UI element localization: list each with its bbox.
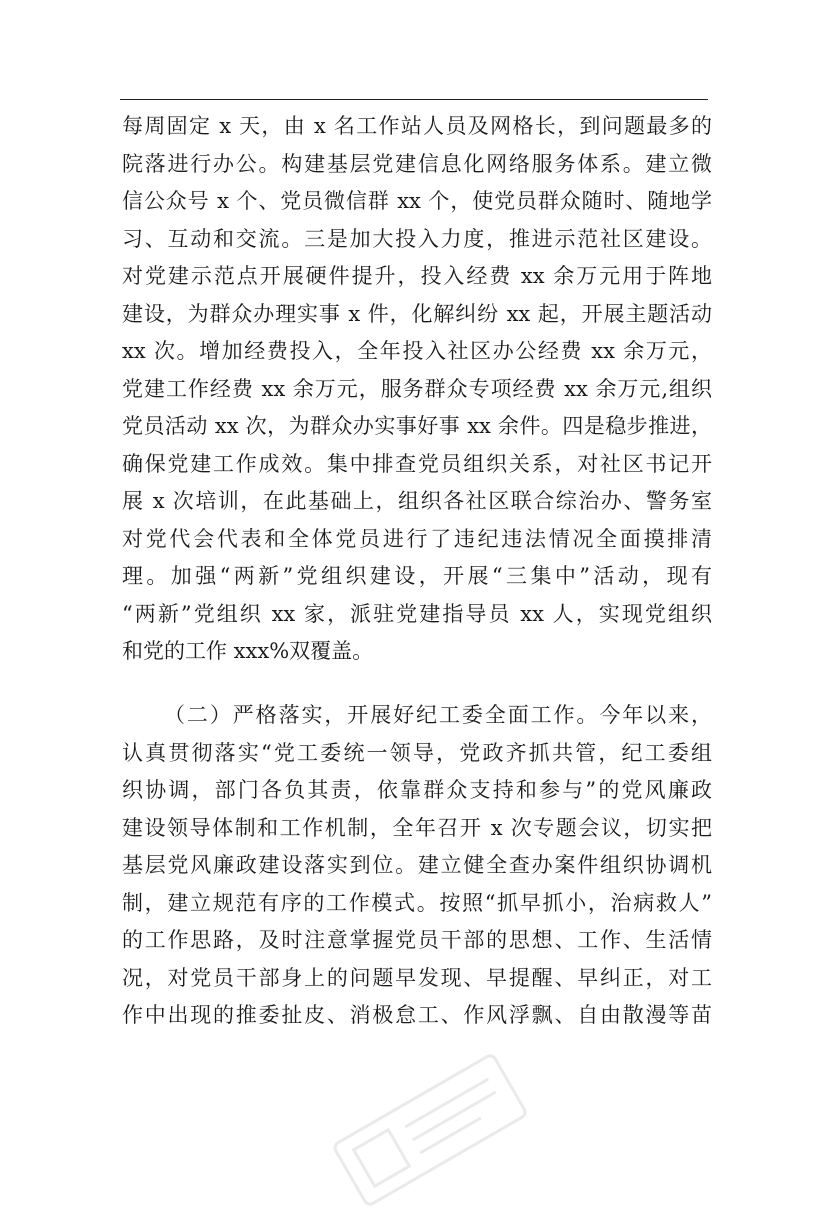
header-rule bbox=[120, 99, 708, 100]
paragraph-2-line: 认真贯彻落实“党工委统一领导，党政齐抓共管，纪工委组 bbox=[122, 740, 712, 765]
paragraph-2-line: 织协调，部门各负其责，依靠群众支持和参与”的党风廉政 bbox=[122, 778, 712, 802]
paragraph-1-line: “两新”党组织 xx 家，派驻党建指导员 xx 人，实现党组织 bbox=[122, 601, 712, 626]
paragraph-2-line: 建设领导体制和工作机制，全年召开 x 次专题会议，切实把 bbox=[122, 815, 712, 840]
watermark-graphic bbox=[321, 1041, 539, 1219]
paragraph-1-line: 院落进行办公。构建基层党建信息化网络服务体系。建立微 bbox=[122, 151, 712, 176]
paragraph-2-line: 作中出现的推委扯皮、消极怠工、作风浮飘、自由散漫等苗 bbox=[122, 1003, 712, 1027]
paragraph-1-line: 每周固定 x 天，由 x 名工作站人员及网格长，到问题最多的 bbox=[122, 114, 712, 138]
paragraph-1-line: 党员活动 xx 次，为群众办实事好事 xx 余件。四是稳步推进， bbox=[122, 414, 712, 438]
paragraph-2-line: 基层党风廉政建设落实到位。建立健全查办案件组织协调机 bbox=[122, 853, 712, 877]
paragraph-1-line: 确保党建工作成效。集中排查党员组织关系，对社区书记开 bbox=[122, 451, 712, 476]
paragraph-1-line: 展 x 次培训，在此基础上，组织各社区联合综治办、警务室 bbox=[122, 489, 712, 513]
paragraph-1-line: 和党的工作 xxx%双覆盖。 bbox=[122, 639, 374, 663]
paragraph-1-line: 习、互动和交流。三是加大投入力度，推进示范社区建设。 bbox=[122, 226, 712, 251]
paragraph-1-line: 理。加强“两新”党组织建设，开展“三集中”活动，现有 bbox=[122, 564, 712, 588]
paragraph-2 bbox=[122, 697, 712, 1035]
paragraph-1-line: 对党代会代表和全体党员进行了违纪违法情况全面摸排清 bbox=[122, 526, 712, 551]
paragraph-1-line: 信公众号 x 个、党员微信群 xx 个，使党员群众随时、随地学 bbox=[122, 189, 712, 213]
paragraph-2-line: （二）严格落实，开展好纪工委全面工作。今年以来， bbox=[164, 703, 712, 727]
paragraph-2-line: 制，建立规范有序的工作模式。按照“抓早抓小，治病救人” bbox=[122, 890, 712, 915]
paragraph-1-line: 对党建示范点开展硬件提升，投入经费 xx 余万元用于阵地 bbox=[122, 264, 712, 288]
paragraph-1-line: 建设，为群众办理实事 x 件，化解纠纷 xx 起，开展主题活动 bbox=[122, 301, 712, 326]
paragraph-1-line: 党建工作经费 xx 余万元，服务群众专项经费 xx 余万元,组织 bbox=[122, 376, 712, 401]
paragraph-2-line: 况，对党员干部身上的问题早发现、早提醒、早纠正，对工 bbox=[122, 965, 712, 990]
paragraph-1 bbox=[122, 108, 712, 671]
paragraph-1-line: xx 次。增加经费投入，全年投入社区办公经费 xx 余万元， bbox=[122, 339, 712, 363]
paragraph-2-line: 的工作思路，及时注意掌握党员干部的思想、工作、生活情 bbox=[122, 928, 712, 952]
